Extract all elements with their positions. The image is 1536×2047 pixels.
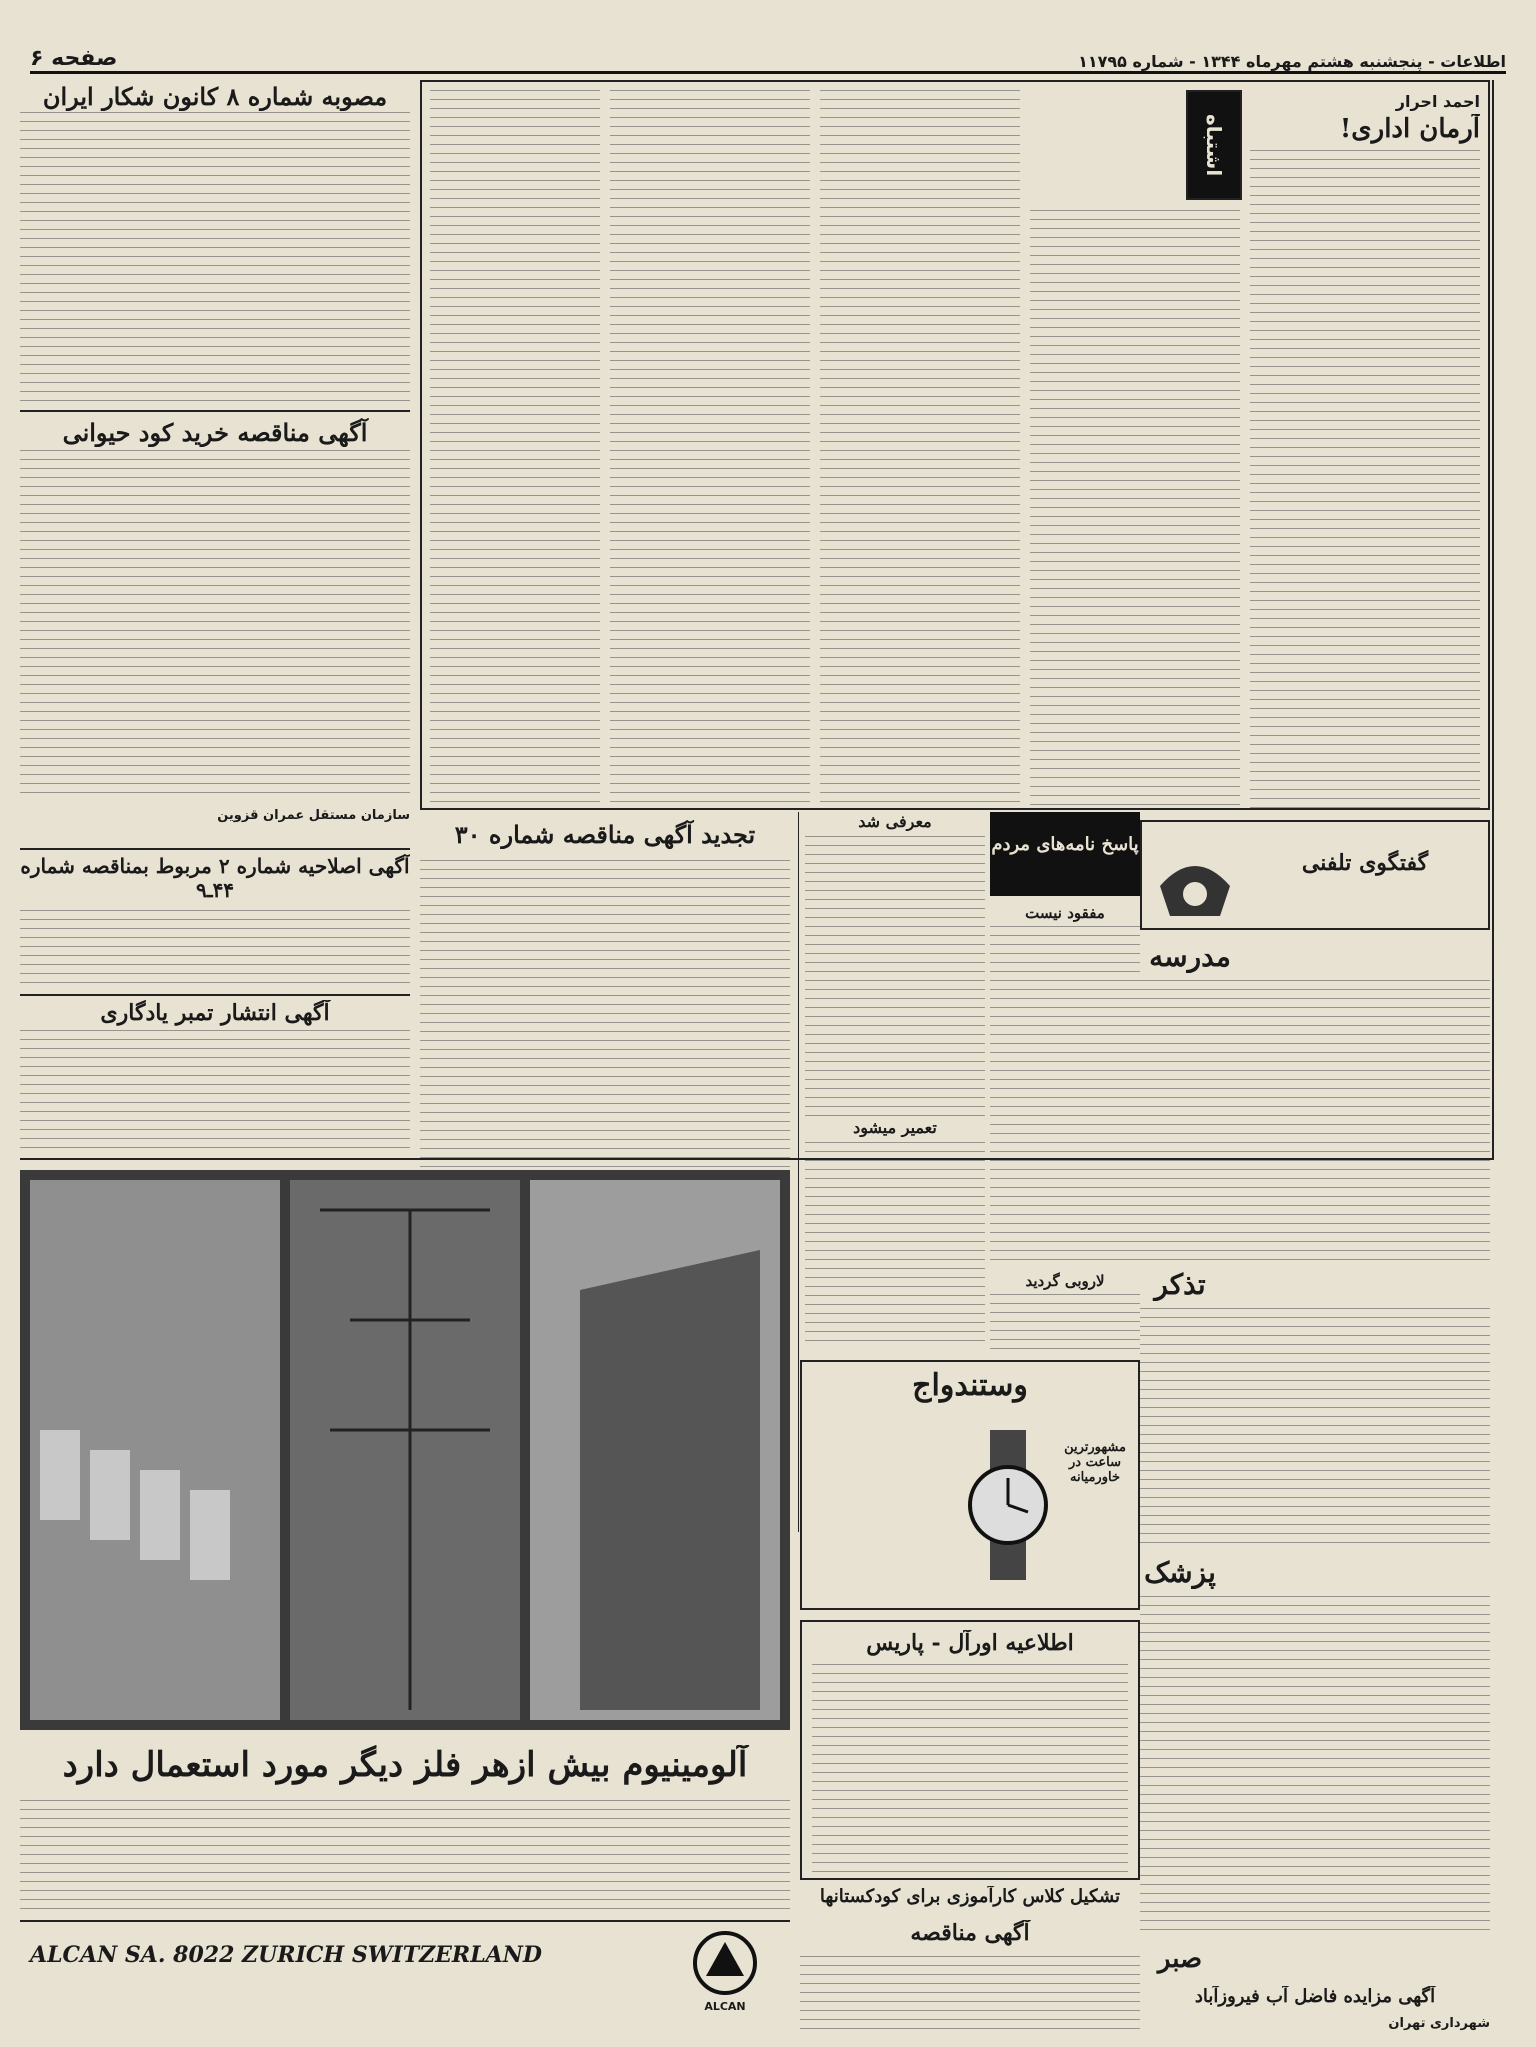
editor-reply-title: پاسخ نامه‌های مردم xyxy=(991,834,1139,855)
page-number: صفحه ۶ xyxy=(30,46,118,71)
lost-title: مفقود نیست xyxy=(1025,904,1105,922)
doctor-title: پزشک xyxy=(1144,1556,1216,1589)
water-auction-footer: شهرداری تهران xyxy=(1388,2016,1490,2031)
phone-box-title: گفتگوی تلفنی xyxy=(1301,850,1429,876)
watch-brand: وستندواج xyxy=(912,1368,1028,1403)
watch-icon xyxy=(960,1430,1056,1580)
column-title: آرمان اداری! xyxy=(1339,114,1480,144)
masthead-date: اطلاعات - پنجشنبه هشتم مهرماه ۱۳۴۴ - شماره ۱۱۷۹۵ xyxy=(1078,52,1506,71)
correction-title: آگهی اصلاحیه شماره ۲ مربوط بمناقصه شماره ۴۴ـ۹ xyxy=(20,854,410,902)
tender30-title: تجدید آگهی مناقصه شماره ۳۰ xyxy=(454,820,756,849)
construction-photo-composite xyxy=(20,1170,790,1730)
ehtezaz-logo-icon xyxy=(1186,90,1242,200)
oreal-title: اطلاعیه اورآل - پاریس xyxy=(866,1630,1074,1656)
stamp-title: آگهی انتشار تمبر یادگاری xyxy=(100,1000,330,1026)
reminder-title: تذکر xyxy=(1154,1268,1206,1301)
water-auction-title: آگهی مزایده فاضل آب فیروزآباد xyxy=(1194,1986,1436,2007)
introduced-title: معرفی شد xyxy=(858,812,932,831)
sugar-law-title: مصوبه شماره ۸ کانون شکار ایران xyxy=(42,82,388,111)
alcan-logo-text: ALCAN xyxy=(704,2000,746,2013)
school-title: مدرسه xyxy=(1149,940,1231,973)
fertilizer-tender-title: آگهی مناقصه خرید کود حیوانی xyxy=(62,418,368,447)
fertilizer-footer: سازمان مستقل عمران قزوین xyxy=(217,808,410,823)
ehtezaz-tag: اشتباه xyxy=(1202,113,1226,177)
masthead xyxy=(30,40,1506,74)
watch-tagline: مشهورترین ساعت در خاورمیانه xyxy=(1064,1440,1126,1485)
column-author: احمد احرار xyxy=(1395,92,1480,111)
telephone-icon xyxy=(1150,826,1240,926)
alcan-logo-icon xyxy=(690,1928,760,1998)
kindergarten-title: تشکیل کلاس کارآموزی برای کودکستانها xyxy=(819,1886,1121,1907)
alcan-company-line: ALCAN SA. 8022 ZURICH SWITZERLAND xyxy=(30,1942,542,1968)
aluminium-headline: آلومینیوم بیش ازهر فلز دیگر مورد استعمال دارد xyxy=(62,1745,748,1785)
patience-title: صبر xyxy=(1157,1944,1203,1974)
restored-title: لاروبی گردید xyxy=(1025,1272,1105,1290)
repaired-title: تعمیر میشود xyxy=(853,1118,937,1137)
tender-title: آگهی مناقصه xyxy=(910,1920,1030,1946)
